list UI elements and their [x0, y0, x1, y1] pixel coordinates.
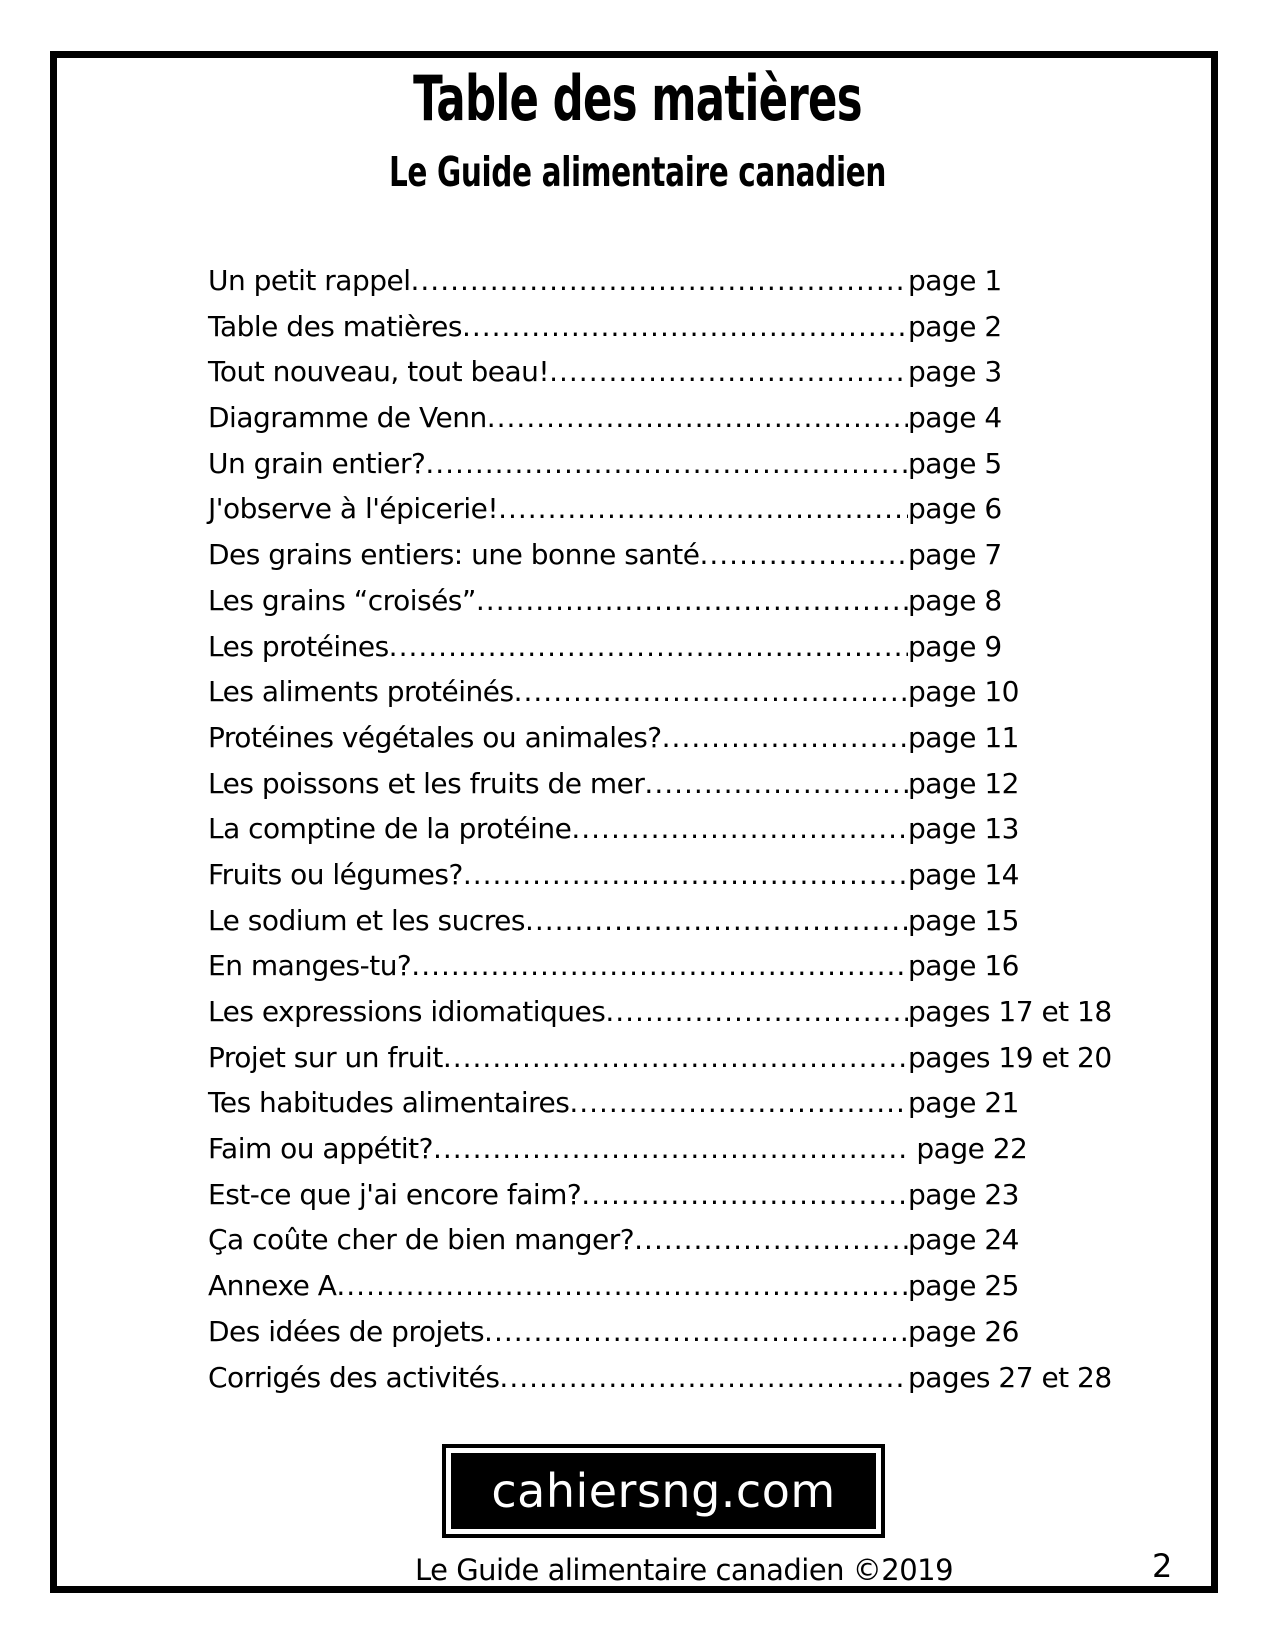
toc-entry-label: Les aliments protéinés — [208, 675, 514, 709]
toc-entry — [208, 447, 1218, 481]
toc-entry-page: page 23 — [908, 1177, 1019, 1211]
toc-entry-page: pages 17 et 18 — [908, 995, 1112, 1028]
dot-leader — [484, 1315, 908, 1349]
toc-entry-lead — [208, 1361, 908, 1395]
footer-caption: Le Guide alimentaire canadien ©2019 — [415, 1553, 954, 1587]
toc-entry-lead — [208, 355, 908, 389]
dot-leader — [549, 355, 908, 389]
toc-entry-page: page 1 — [908, 264, 1002, 297]
toc-entry-page: page 16 — [908, 949, 1019, 983]
toc-entry-lead — [208, 1178, 908, 1212]
toc-entry-lead — [208, 538, 908, 572]
toc-entry-label: Des idées de projets — [208, 1314, 485, 1348]
toc-entry — [208, 310, 1218, 344]
page-subtitle: Le Guide alimentaire canadien — [388, 148, 887, 196]
toc-entry-lead — [208, 1315, 908, 1349]
toc-entry — [208, 401, 1218, 435]
dot-leader — [699, 538, 908, 572]
toc-entry-label: Tes habitudes alimentaires — [208, 1086, 570, 1120]
toc-entry — [208, 812, 1218, 846]
website-box — [442, 1444, 885, 1538]
toc-entry-page: page 10 — [908, 675, 1019, 709]
toc-entry-lead — [208, 858, 908, 892]
toc-entry-page: page 4 — [908, 401, 1002, 435]
dot-leader — [411, 949, 908, 983]
toc-entry-page: page 13 — [908, 812, 1019, 846]
toc-entry — [208, 949, 1218, 983]
toc-entry-page: page 21 — [908, 1086, 1019, 1120]
toc-entry-page: page 5 — [908, 446, 1002, 480]
toc-entry-page: page 25 — [908, 1269, 1019, 1303]
dot-leader — [662, 721, 908, 755]
dot-leader — [499, 1361, 908, 1395]
toc-entry-label: Faim ou appétit? — [208, 1132, 433, 1166]
page-number: 2 — [1152, 1547, 1173, 1585]
toc-entry-lead — [208, 310, 908, 344]
toc-entry-lead — [208, 1223, 908, 1257]
toc-entry-label: Projet sur un fruit — [208, 1040, 443, 1074]
toc-entry — [208, 1132, 1218, 1166]
toc-entry-page: page 24 — [908, 1223, 1019, 1257]
toc-entry-page: page 26 — [908, 1314, 1019, 1348]
toc-entry-label: Diagramme de Venn — [208, 401, 487, 435]
dot-leader — [525, 904, 908, 938]
dot-leader — [581, 1178, 908, 1212]
toc-entry-lead — [208, 492, 908, 526]
dot-leader — [634, 1223, 908, 1257]
toc-entry-lead — [208, 812, 908, 846]
toc-entry-lead — [208, 630, 908, 664]
toc-entry-label: Les expressions idiomatiques — [208, 995, 606, 1028]
toc-entry-lead — [208, 584, 908, 618]
toc-entry-label: En manges-tu? — [208, 949, 412, 983]
toc-entry-page: page 3 — [908, 355, 1002, 389]
dot-leader — [336, 1269, 908, 1303]
dot-leader — [605, 995, 908, 1029]
dot-leader — [476, 584, 908, 618]
dot-leader — [498, 492, 908, 526]
toc-entry-page: page 2 — [908, 309, 1002, 343]
toc-entry-label: Protéines végétales ou animales? — [208, 720, 662, 754]
toc-entry-label: Un petit rappel — [208, 264, 411, 297]
toc-entry-page: pages 19 et 20 — [908, 1040, 1112, 1074]
toc-entry-label: Les poissons et les fruits de mer — [208, 766, 645, 800]
dot-leader — [411, 264, 909, 298]
toc-entry — [208, 995, 1218, 1029]
toc-entry-label: J'observe à l'épicerie! — [208, 492, 499, 526]
toc-entry — [208, 904, 1218, 938]
dot-leader — [487, 401, 908, 435]
toc-entry — [208, 721, 1218, 755]
toc-entry-page: page 8 — [908, 583, 1002, 617]
toc-entry-page: pages 27 et 28 — [908, 1360, 1112, 1394]
toc-entry-lead — [208, 995, 908, 1029]
toc-entry-label: Est-ce que j'ai encore faim? — [208, 1177, 582, 1211]
toc-entry — [208, 1223, 1218, 1257]
toc-entry-label: Les grains “croisés” — [208, 583, 476, 617]
toc-entry-label: Annexe A — [208, 1269, 337, 1303]
toc-entry-page: page 9 — [908, 629, 1002, 663]
toc-entry — [208, 858, 1218, 892]
toc-entry-label: La comptine de la protéine — [208, 812, 572, 846]
table-of-contents — [208, 264, 1218, 1406]
toc-entry-lead — [208, 904, 908, 938]
dot-leader — [433, 1132, 908, 1166]
toc-entry-label: Des grains entiers: une bonne santé — [208, 538, 700, 572]
toc-entry-label: Les protéines — [208, 629, 389, 663]
toc-entry — [208, 355, 1218, 389]
toc-entry-lead — [208, 264, 908, 298]
toc-entry-lead — [208, 1132, 908, 1166]
toc-entry-lead — [208, 447, 908, 481]
toc-entry-lead — [208, 949, 908, 983]
toc-entry — [208, 492, 1218, 526]
toc-entry-label: Fruits ou légumes? — [208, 857, 463, 891]
toc-entry-page: page 22 — [908, 1132, 1028, 1166]
toc-entry-label: Table des matières — [208, 309, 462, 343]
toc-entry-label: Corrigés des activités — [208, 1360, 500, 1394]
dot-leader — [462, 310, 908, 344]
page-title: Table des matières — [413, 62, 862, 135]
toc-entry — [208, 630, 1218, 664]
dot-leader — [443, 1041, 908, 1075]
toc-entry — [208, 1269, 1218, 1303]
toc-entry — [208, 584, 1218, 618]
toc-entry — [208, 538, 1218, 572]
toc-entry — [208, 264, 1218, 298]
dot-leader — [389, 630, 908, 664]
website-text: cahiersng.com — [491, 1464, 836, 1518]
toc-entry-label: Ça coûte cher de bien manger? — [208, 1223, 635, 1257]
toc-entry-label: Un grain entier? — [208, 446, 426, 480]
dot-leader — [644, 767, 908, 801]
toc-entry-lead — [208, 767, 908, 801]
toc-entry-page: page 11 — [908, 720, 1019, 754]
toc-entry — [208, 1315, 1218, 1349]
toc-entry — [208, 675, 1218, 709]
toc-entry — [208, 1178, 1218, 1212]
dot-leader — [571, 812, 908, 846]
toc-entry-page: page 15 — [908, 903, 1019, 937]
toc-entry-label: Tout nouveau, tout beau! — [208, 355, 550, 389]
toc-entry — [208, 767, 1218, 801]
toc-entry-label: Le sodium et les sucres — [208, 903, 525, 937]
toc-entry — [208, 1361, 1218, 1395]
toc-entry-page: page 7 — [908, 538, 1002, 572]
dot-leader — [425, 447, 908, 481]
toc-entry-lead — [208, 675, 908, 709]
website-box-fill — [451, 1453, 876, 1529]
dot-leader — [514, 675, 908, 709]
toc-entry-page: page 14 — [908, 857, 1019, 891]
toc-entry-lead — [208, 401, 908, 435]
toc-entry — [208, 1086, 1218, 1120]
toc-entry-page: page 12 — [908, 766, 1019, 800]
dot-leader — [463, 858, 908, 892]
toc-entry-page: page 6 — [908, 492, 1002, 526]
toc-entry-lead — [208, 1041, 908, 1075]
toc-entry — [208, 1041, 1218, 1075]
dot-leader — [569, 1086, 908, 1120]
toc-entry-lead — [208, 721, 908, 755]
toc-entry-lead — [208, 1086, 908, 1120]
toc-entry-lead — [208, 1269, 908, 1303]
